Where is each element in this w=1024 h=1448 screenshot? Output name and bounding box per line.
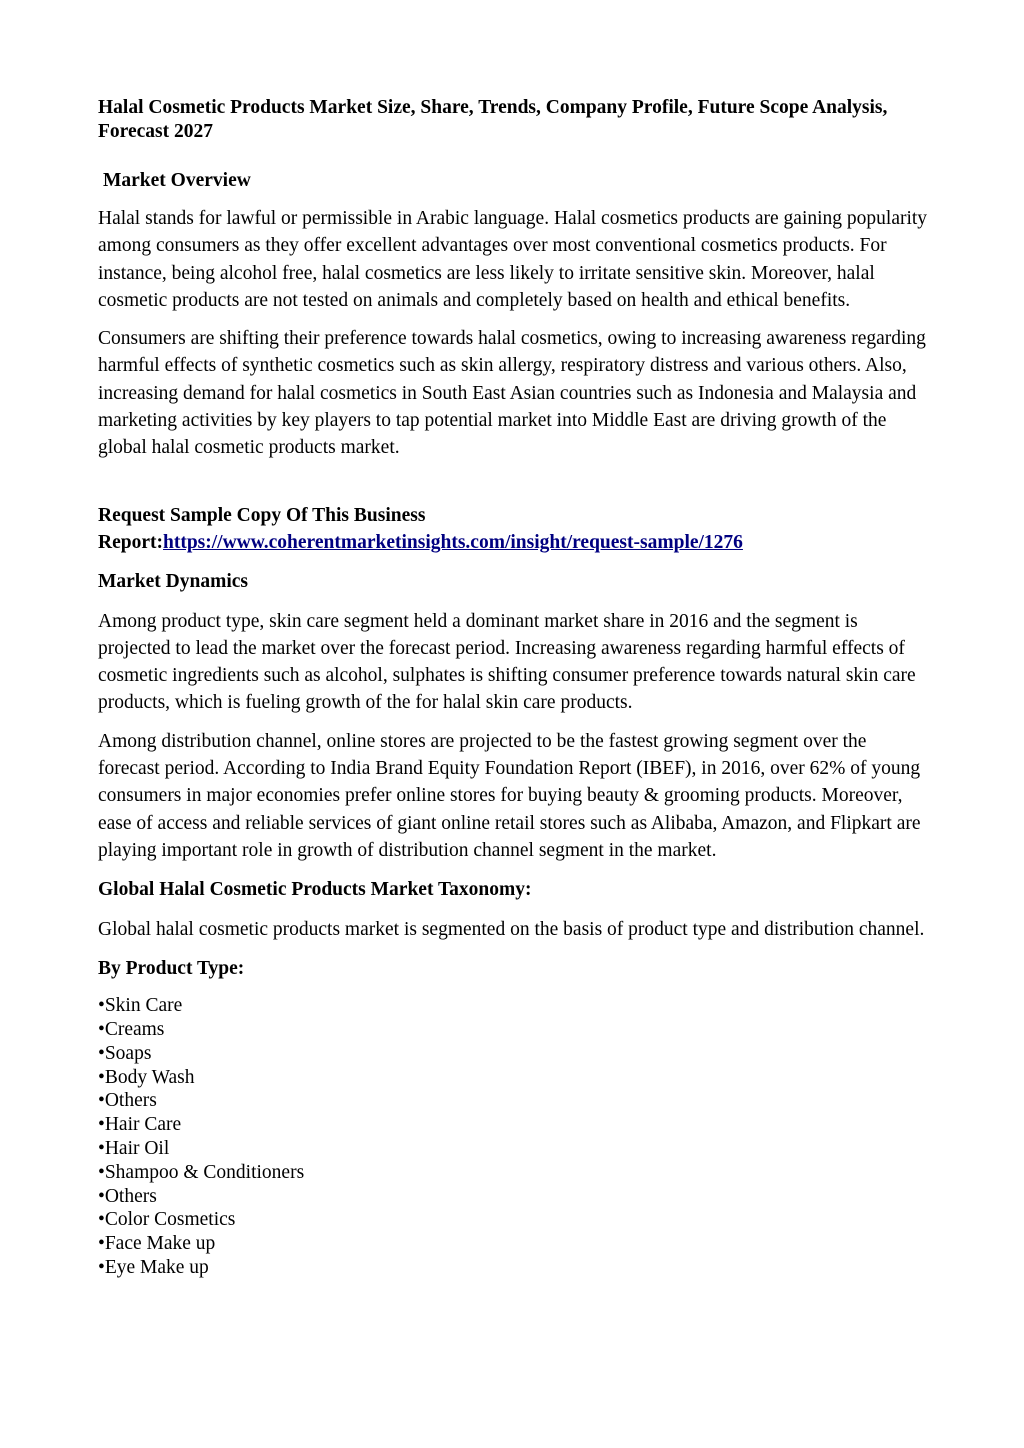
list-item: •Body Wash bbox=[98, 1066, 195, 1088]
taxonomy-heading: Global Halal Cosmetic Products Market Taxonomy: bbox=[98, 879, 532, 901]
taxonomy-paragraph: Global halal cosmetic products market is segmented on the basis of product type and distribution channel. bbox=[98, 918, 925, 940]
list-item: •Shampoo & Conditioners bbox=[98, 1161, 305, 1183]
dynamics-paragraph-1: Among product type, skin care segment held a dominant market share in 2016 and the segment is projected to lead the market over the forecast period. Increasing awareness regarding harmful effects of cosmetic ingredients such as alcohol, sulphates is shifting consumer preference towards natural skin care products, which is fueling growth of the for halal skin care products. bbox=[98, 610, 916, 714]
by-product-type-heading: By Product Type: bbox=[98, 957, 245, 979]
list-item: •Face Make up bbox=[98, 1233, 216, 1255]
market-overview-heading: Market Overview bbox=[103, 170, 251, 191]
document-page bbox=[98, 96, 928, 1280]
overview-paragraph-2: Consumers are shifting their preference towards halal cosmetics, owing to increasing awareness regarding harmful effects of synthetic cosmetics such as skin allergy, respiratory distress and various others. Also, increasing demand for halal cosmetics in South East Asian countries such as Indonesia and Malaysia and marketing activities by key players to tap potential market into Middle East are driving growth of the global halal cosmetic products market. bbox=[98, 328, 926, 459]
overview-paragraph-1: Halal stands for lawful or permissible in Arabic language. Halal cosmetics products are gaining popularity among consumers as they offer excellent advantages over most conventional cosmetics products. For instance, being alcohol free, halal cosmetics are less likely to irritate sensitive skin. Moreover, halal cosmetic products are not tested on animals and completely based on health and ethical benefits. bbox=[98, 208, 928, 311]
list-item: •Hair Oil bbox=[98, 1137, 170, 1159]
list-item: •Others bbox=[98, 1185, 157, 1207]
list-item: •Others bbox=[98, 1090, 157, 1112]
list-item: •Hair Care bbox=[98, 1114, 182, 1136]
request-sample-block bbox=[98, 502, 928, 557]
market-dynamics-heading: Market Dynamics bbox=[98, 571, 249, 593]
request-sample-prefix: Report: bbox=[98, 531, 163, 553]
list-item: •Color Cosmetics bbox=[98, 1209, 236, 1231]
product-type-list bbox=[98, 994, 928, 1280]
request-sample-link[interactable]: https://www.coherentmarketinsights.com/insight/request-sample/1276 bbox=[162, 531, 743, 553]
list-item: •Skin Care bbox=[98, 995, 183, 1017]
request-sample-line bbox=[98, 529, 928, 556]
list-item: •Eye Make up bbox=[98, 1256, 209, 1278]
list-item: •Creams bbox=[98, 1018, 165, 1040]
request-sample-label: Request Sample Copy Of This Business bbox=[98, 504, 426, 526]
dynamics-paragraph-2: Among distribution channel, online stores are projected to be the fastest growing segment over the forecast period. According to India Brand Equity Foundation Report (IBEF), in 2016, over 62% of young consumers in major economies prefer online stores for buying beauty & grooming products. Moreover, ease of access and reliable services of giant online retail stores such as Alibaba, Amazon, and Flipkart are playing important role in growth of distribution channel segment in the market. bbox=[98, 730, 921, 861]
list-item: •Soaps bbox=[98, 1042, 152, 1064]
document-title: Halal Cosmetic Products Market Size, Share, Trends, Company Profile, Future Scope Analysis, Forecast 2027 bbox=[98, 97, 888, 142]
